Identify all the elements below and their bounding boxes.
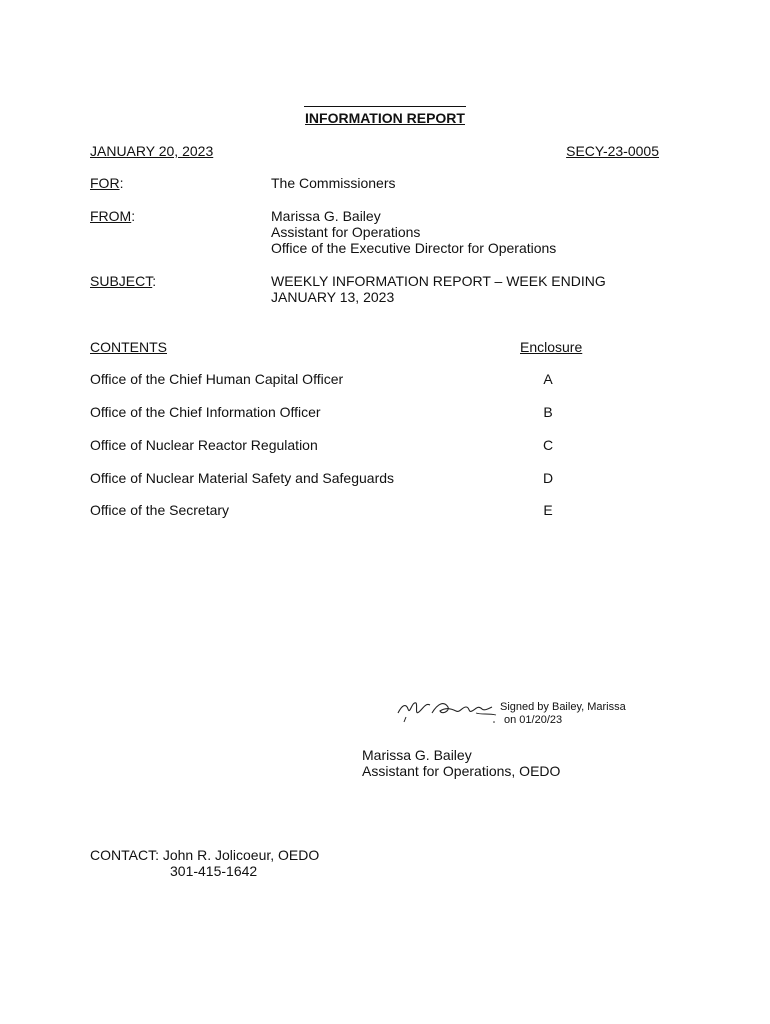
for-label-text: FOR — [90, 175, 120, 191]
signed-date-line: on 01/20/23 — [504, 714, 563, 726]
from-label — [90, 208, 135, 224]
from-value — [271, 208, 556, 256]
from-line-name: Marissa G. Bailey — [271, 208, 381, 224]
contents-row-office: Office of Nuclear Reactor Regulation — [90, 437, 318, 453]
from-label-text: FROM — [90, 208, 132, 224]
contents-row-enclosure: E — [543, 502, 553, 518]
contents-row-office: Office of the Secretary — [90, 502, 230, 518]
signatory-title: Assistant for Operations, OEDO — [362, 763, 561, 779]
signature-block — [362, 747, 560, 779]
contents-row-office: Office of the Chief Information Officer — [90, 404, 321, 420]
contents-row-enclosure: A — [543, 371, 553, 387]
report-date: JANUARY 20, 2023 — [90, 143, 214, 159]
report-title: INFORMATION REPORT — [305, 110, 465, 126]
contact-phone: 301-415-1642 — [170, 863, 258, 879]
handwritten-signature — [392, 695, 502, 725]
contents-row-enclosure: D — [542, 470, 554, 486]
contents-row-office: Office of Nuclear Material Safety and Safeguards — [90, 470, 395, 486]
from-line-office: Office of the Executive Director for Operations — [271, 240, 557, 256]
subject-line-1: WEEKLY INFORMATION REPORT – WEEK ENDING — [271, 273, 606, 289]
for-value: The Commissioners — [271, 175, 396, 191]
subject-colon: : — [152, 273, 157, 289]
contents-row-office: Office of the Chief Human Capital Officer — [90, 371, 344, 387]
subject-label-text: SUBJECT — [90, 273, 153, 289]
for-label — [90, 175, 123, 191]
enclosure-heading: Enclosure — [520, 339, 583, 355]
title-top-rule — [304, 106, 466, 107]
contents-row-enclosure: B — [543, 404, 553, 420]
signed-by-line: Signed by Bailey, Marissa — [500, 701, 626, 713]
subject-value — [271, 273, 606, 305]
subject-line-2: JANUARY 13, 2023 — [271, 289, 395, 305]
contact-line: CONTACT: John R. Jolicoeur, OEDO — [90, 847, 320, 863]
contents-row-enclosure: C — [542, 437, 554, 453]
contents-heading: CONTENTS — [90, 339, 167, 355]
from-colon: : — [131, 208, 136, 224]
from-line-title: Assistant for Operations — [271, 224, 421, 240]
digital-signature-stamp — [500, 701, 626, 727]
contact-block — [90, 847, 319, 879]
for-colon: : — [119, 175, 124, 191]
secy-number: SECY-23-0005 — [566, 143, 659, 159]
signatory-name: Marissa G. Bailey — [362, 747, 472, 763]
subject-label — [90, 273, 156, 289]
